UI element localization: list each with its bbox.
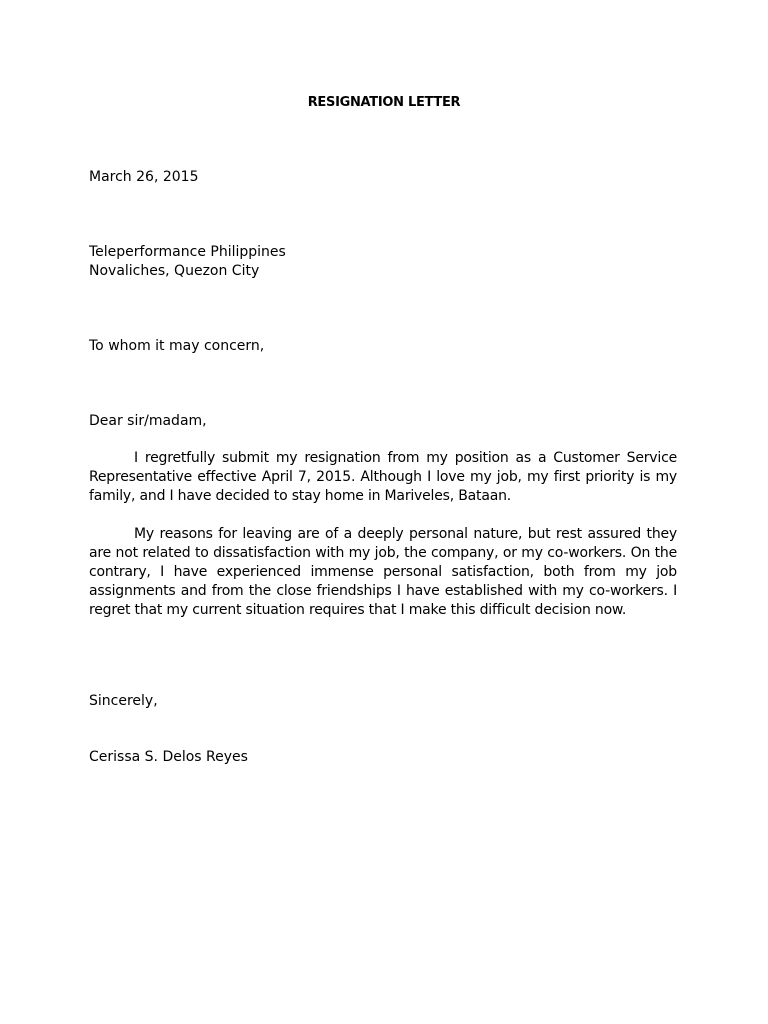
company-name: Teleperformance Philippines: [89, 244, 286, 260]
body-paragraph-1: [89, 449, 677, 506]
letter-title: RESIGNATION LETTER: [307, 95, 461, 110]
attention-text: To whom it may concern,: [89, 338, 265, 354]
salutation-text: Dear sir/madam,: [89, 413, 207, 429]
closing: [89, 692, 677, 711]
paragraph-text: I regretfully submit my resignation from my position as a Customer Service Representative effective April 7, 2015. Although I love my job, my first priority is my family, and I have decided to stay home in Mariveles, Bataan.: [89, 450, 677, 504]
letter-date: [89, 168, 677, 187]
signature-name: Cerissa S. Delos Reyes: [89, 749, 248, 765]
recipient-address: [89, 243, 677, 281]
company-location: Novaliches, Quezon City: [89, 263, 260, 279]
attention-line: [89, 337, 677, 356]
salutation: [89, 412, 677, 431]
date-text: March 26, 2015: [89, 169, 199, 185]
closing-text: Sincerely,: [89, 693, 158, 709]
body-paragraph-2: [89, 525, 677, 620]
paragraph-text: My reasons for leaving are of a deeply personal nature, but rest assured they are not related to dissatisfaction with my job, the company, or my co-workers. On the contrary, I have experienced immense personal satisfaction, both from my job assignments and from the close friendships I have established with my co-workers. I regret that my current situation requires that I make this difficult decision now.: [89, 526, 677, 618]
signature: [89, 748, 677, 767]
